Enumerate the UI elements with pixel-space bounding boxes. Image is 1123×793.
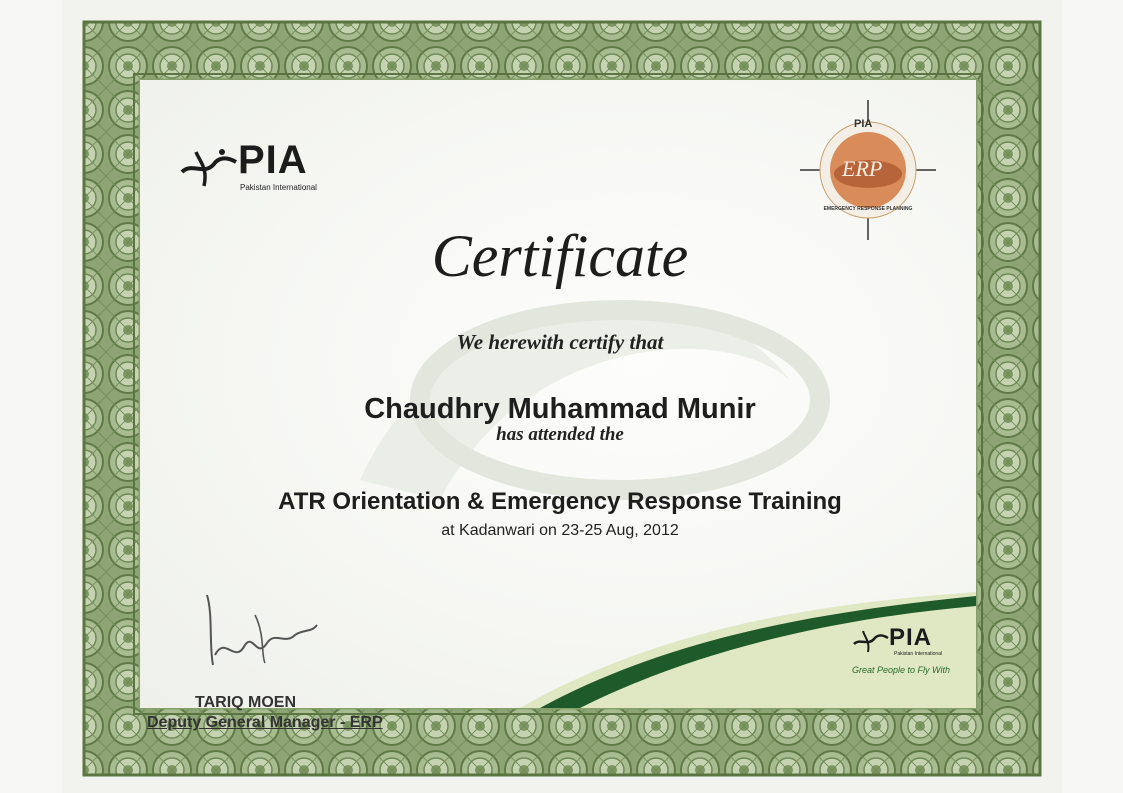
- certificate-title: Certificate: [431, 223, 689, 289]
- pia-calligraphy-icon: [178, 142, 240, 190]
- footer-pia-subtitle: Pakistan International: [894, 651, 943, 657]
- footer-pia-wordmark: PIA: [889, 624, 933, 651]
- attended-line: has attended the: [496, 424, 624, 445]
- erp-ring-text: EMERGENCY RESPONSE PLANNING: [823, 206, 913, 212]
- signature-scribble: [195, 585, 325, 685]
- signatory-title: Deputy General Manager - ERP: [147, 714, 383, 731]
- recipient-name: Chaudhry Muhammad Munir: [364, 393, 756, 425]
- venue-date: at Kadanwari on 23-25 Aug, 2012: [441, 522, 679, 539]
- certify-line: We herewith certify that: [456, 330, 664, 354]
- pia-subtitle: Pakistan International: [240, 183, 317, 192]
- course-title: ATR Orientation & Emergency Response Training: [278, 488, 842, 515]
- erp-seal: [800, 100, 936, 240]
- pia-wordmark: PIA: [238, 138, 308, 182]
- signatory-name: TARIQ MOEN: [195, 694, 297, 711]
- erp-center-text: ERP: [842, 156, 883, 181]
- footer-tagline: Great People to Fly With: [852, 665, 950, 675]
- erp-pia-wordmark: PIA: [854, 118, 873, 130]
- pia-footer-calligraphy-icon: [852, 626, 890, 654]
